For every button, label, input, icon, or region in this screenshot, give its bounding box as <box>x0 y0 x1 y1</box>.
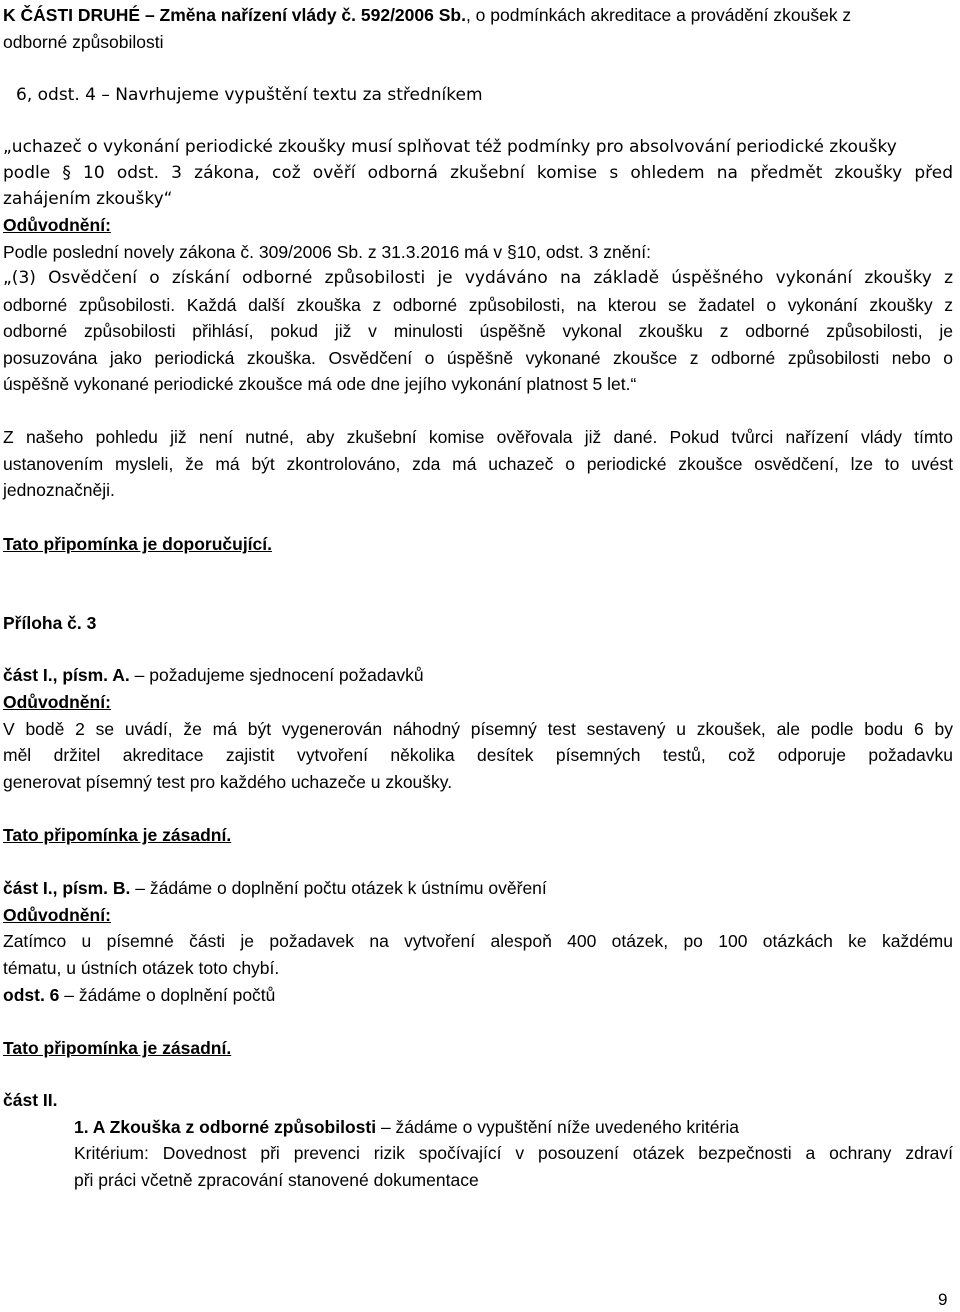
item-6-4 <box>16 82 483 108</box>
verdict-fundamental-2: Tato připomínka je zásadní. <box>3 1038 232 1058</box>
section-header-line1 <box>3 2 851 28</box>
part-IA-line2: měl držitel akreditace zajistit vytvoření několika desítek písemných testů, což odporuje požadavku <box>3 745 953 765</box>
quote1-line1: „uchazeč o vykonání periodické zkoušky musí splňovat též podmínky pro absolvování periodické zkoušky <box>3 137 897 157</box>
justification1-quote-line3: odborné způsobilosti přihlásí, pokud již v minulosti úspěšně vykonal zkoušku z odborné způsobilosti, je <box>3 321 953 341</box>
quote1-line3: zahájením zkoušky“ <box>3 189 173 209</box>
justification1-quote-line5: úspěšně vykonané periodické zkoušce má ode dne jejího vykonání platnost 5 let.“ <box>3 374 637 394</box>
justification1-quote-line1: „(3) Osvědčení o získání odborné způsobilosti je vydáváno na základě úspěšného vykonání zkoušky z <box>3 268 953 288</box>
part-II-item-bold: 1. A Zkouška z odborné způsobilosti <box>74 1117 377 1137</box>
justification1-para-line1: Z našeho pohledu již není nutné, aby zkušební komise ověřovala již dané. Pokud tvůrci nařízení vlády tímto <box>3 427 953 447</box>
odst-6-ref: odst. 6 <box>3 985 60 1005</box>
justification1-para-line3: jednoznačněji. <box>3 480 115 500</box>
odst-6-text: – žádáme o doplnění počtů <box>59 985 276 1005</box>
odst-6-line <box>3 982 275 1008</box>
item-6-4-ref: 6, odst. 4 <box>16 85 96 105</box>
section-header-line2: odborné způsobilosti <box>3 32 164 52</box>
verdict-fundamental-1: Tato připomínka je zásadní. <box>3 825 232 845</box>
part-IA-line3: generovat písemný test pro každého uchazeče u zkoušky. <box>3 772 453 792</box>
justification1-quote-line4: posuzována jako periodická zkouška. Osvědčení o úspěšně vykonané zkoušce z odborné způsobilosti nebo o <box>3 348 953 368</box>
part-IB-text: – žádáme o doplnění počtu otázek k ústnímu ověření <box>130 878 547 898</box>
part-II-criterion-line2: při práci včetně zpracování stanovené dokumentace <box>74 1170 479 1190</box>
section-header-rest: , o podmínkách akreditace a provádění zkoušek z <box>465 5 852 25</box>
justification1-para-line2: ustanovením mysleli, že má být zkontrolováno, zda má uchazeč o periodické zkoušce osvědčení, lze to uvést <box>3 454 953 474</box>
part-IB-ref: část I., písm. B. <box>3 878 131 898</box>
part-IB-justification-label: Odůvodnění: <box>3 905 111 925</box>
part-II-criterion-line1: Kritérium: Dovednost při prevenci rizik spočívající v posouzení otázek bezpečnosti a ochrany zdraví <box>74 1143 953 1163</box>
quote1-line2: podle § 10 odst. 3 zákona, což ověří odborná zkušební komise s ohledem na předmět zkoušky před <box>3 163 953 183</box>
part-II-heading: část II. <box>3 1090 58 1110</box>
part-IA-text: – požadujeme sjednocení požadavků <box>129 665 424 685</box>
annex-title: Příloha č. 3 <box>3 613 97 633</box>
part-IB-heading <box>3 875 547 901</box>
item-6-4-text: – Navrhujeme vypuštění textu za středníkem <box>95 85 483 105</box>
part-IA-ref: část I., písm. A. <box>3 665 130 685</box>
justification1-intro: Podle poslední novely zákona č. 309/2006 Sb. z 31.3.2016 má v §10, odst. 3 znění: <box>3 242 651 262</box>
part-II-item-text: – žádáme o vypuštění níže uvedeného kritéria <box>376 1117 739 1137</box>
justification1-quote-line2: odborné způsobilosti. Každá další zkouška z odborné způsobilosti, na kterou se žadatel o vykonání zkoušky z <box>3 295 953 315</box>
section-header-bold: K ČÁSTI DRUHÉ – Změna nařízení vlády č. 592/2006 Sb. <box>3 5 466 25</box>
verdict-recommended: Tato připomínka je doporučující. <box>3 534 273 554</box>
page-number: 9 <box>938 1290 948 1309</box>
part-IA-line1: V bodě 2 se uvádí, že má být vygenerován náhodný písemný test sestavený u zkoušek, ale podle bodu 6 by <box>3 719 953 739</box>
part-IA-justification-label: Odůvodnění: <box>3 692 111 712</box>
part-IB-line2: tématu, u ústních otázek toto chybí. <box>3 958 280 978</box>
part-IB-line1: Zatímco u písemné části je požadavek na vytvoření alespoň 400 otázek, po 100 otázkách ke každému <box>3 931 953 951</box>
part-II-item-1A <box>74 1114 739 1140</box>
part-IA-heading <box>3 662 424 688</box>
justification1-label: Odůvodnění: <box>3 215 111 235</box>
